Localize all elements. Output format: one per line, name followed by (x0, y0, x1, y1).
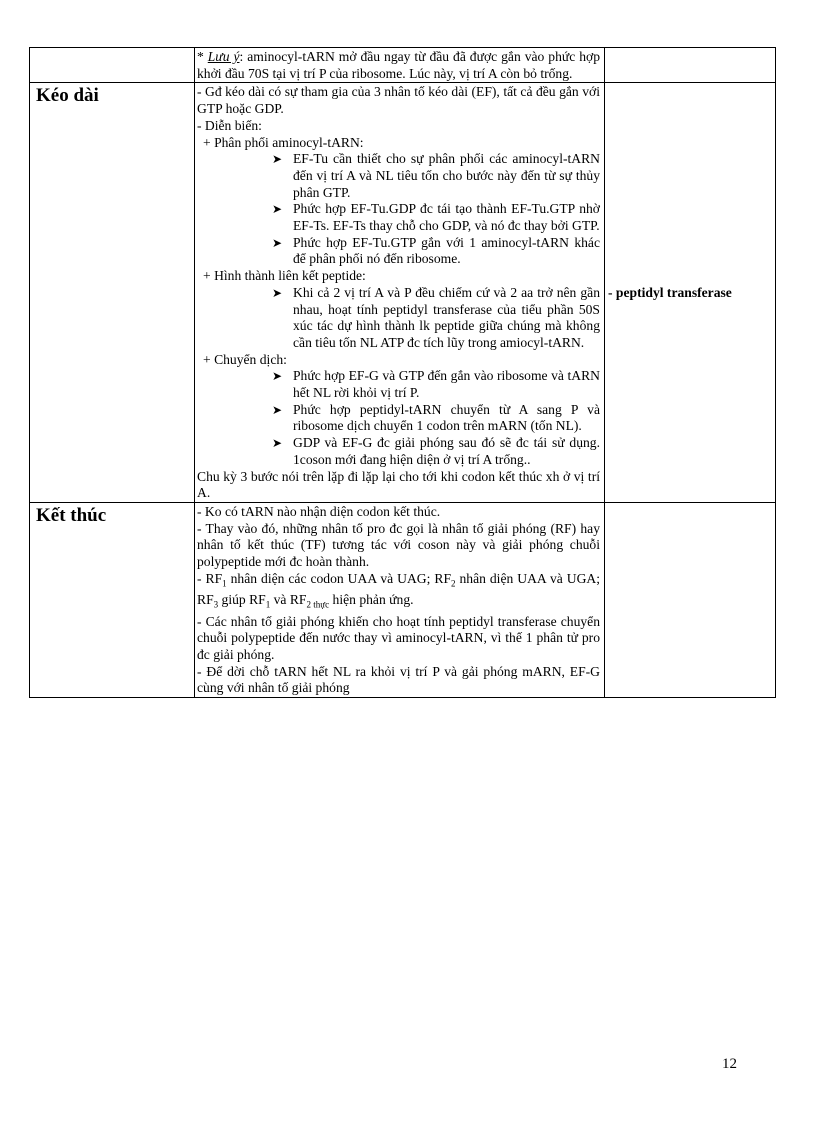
intro-paragraph: - Gđ kéo dài có sự tham gia của 3 nhân tố kéo dài (EF), tất cả đều gắn với GTP hoặc GDP. (197, 84, 600, 117)
paragraph: - Ko có tARN nào nhận diện codon kết thúc. (197, 503, 441, 519)
paragraph: - Để dời chỗ tARN hết NL ra khỏi vị trí P và gải phóng mARN, EF-G cùng với nhân tố giải phóng (197, 663, 600, 696)
table-row-note (30, 48, 776, 83)
note-label: Lưu ý (207, 49, 240, 64)
arrow-bullet-icon: ➤ (272, 285, 283, 300)
bullet-item: ➤ EF-Tu cần thiết cho sự phân phối các aminocyl-tARN đến vị trí A và NL tiêu tốn cho bước này đến từ sự thủy phân GTP. (272, 151, 600, 200)
row-heading-cell (30, 83, 195, 503)
paragraph: - Các nhân tố giải phóng khiến cho hoạt tính peptidyl transferase chuyển chuỗi polypeptide đến nước thay vì aminocyl-tARN, vì thế 1 phân tử pro đc giải phóng. (197, 613, 600, 663)
page-number: 12 (722, 1056, 737, 1072)
note-text: : aminocyl-tARN mở đầu ngay từ đầu đã được gắn vào phức hợp khởi đầu 70S tại vị trí P của ribosome. Lúc này, vị trí A còn bỏ trống. (197, 49, 600, 81)
row-content-cell (195, 502, 605, 697)
table-row-elongation (30, 83, 776, 503)
row-heading-cell (30, 502, 195, 697)
bullet-item: ➤ Phức hợp peptidyl-tARN chuyển từ A sang P và ribosome dịch chuyển 1 codon trên mARN (tốn NL). (272, 401, 600, 434)
section-title: + Hình thành liên kết peptide: (203, 268, 366, 284)
row-content-cell (195, 83, 605, 503)
bullet-item: ➤ GDP và EF-G đc giải phóng sau đó sẽ đc tái sử dụng. 1coson mới đang hiện diện ở vị trí A trống.. (272, 435, 600, 467)
bullet-item: ➤ Phức hợp EF-Tu.GDP đc tái tạo thành EF-Tu.GTP nhờ EF-Ts. EF-Ts thay chỗ cho GDP, và nó đc thay bởi GTP. (272, 201, 600, 234)
row-side-cell (605, 502, 776, 697)
paragraph: - Thay vào đó, những nhân tố pro đc gọi là nhân tố giải phóng (RF) hay nhân tố kết thúc (TF) tương tác với coson này và giải phóng chuỗi polypeptide mới đc hoàn thành. (197, 520, 600, 570)
note-paragraph (197, 49, 600, 82)
bullet-item: ➤ Khi cả 2 vị trí A và P đều chiếm cứ và 2 aa trở nên gần nhau, hoạt tính peptidyl transferase của tiểu phần 50S xúc tác dự hình thành lk peptide giữa chúng mà không cần tiêu tốn NL ATP đc tích lũy trong amiocyl-tARN. (272, 284, 600, 350)
row-side-cell (605, 83, 776, 503)
arrow-bullet-icon: ➤ (272, 369, 283, 384)
row-side-cell (605, 48, 776, 83)
arrow-bullet-icon: ➤ (272, 402, 283, 417)
heading-termination: Kết thúc (36, 504, 107, 526)
content-table (29, 47, 776, 698)
closing-paragraph: Chu kỳ 3 bước nói trên lặp đi lặp lại cho tới khi codon kết thúc xh ở vị trí A. (197, 468, 600, 501)
row-heading-cell (30, 48, 195, 83)
paragraph-rf: - $RF_1$ nhân diện các codon UAA và UAG; $RF_2$ nhân diện UAA và UGA; $RF_3$ giúp $RF_1$ và $RF_{2 thực}$ hiện phản ứng. (197, 570, 600, 610)
note-star: * (197, 49, 208, 64)
row-content-cell (195, 48, 605, 83)
section-title: + Phân phối aminocyl-tARN: (203, 134, 364, 150)
bullet-item: ➤ Phức hợp EF-Tu.GTP gắn với 1 aminocyl-tARN khác để phân phối nó đến ribosome. (272, 234, 600, 267)
arrow-bullet-icon: ➤ (272, 202, 283, 217)
heading-elongation: Kéo dài (36, 85, 99, 107)
arrow-bullet-icon: ➤ (272, 152, 283, 167)
table-row-termination (30, 502, 776, 697)
bullet-item: ➤ Phức hợp EF-G và GTP đến gắn vào ribosome và tARN hết NL rời khỏi vị trí P. (272, 368, 600, 401)
section-title: + Chuyển dịch: (203, 351, 287, 367)
arrow-bullet-icon: ➤ (272, 436, 283, 451)
arrow-bullet-icon: ➤ (272, 235, 283, 250)
side-note: - peptidyl transferase (608, 284, 732, 300)
intro-paragraph: - Diễn biến: (197, 117, 262, 133)
